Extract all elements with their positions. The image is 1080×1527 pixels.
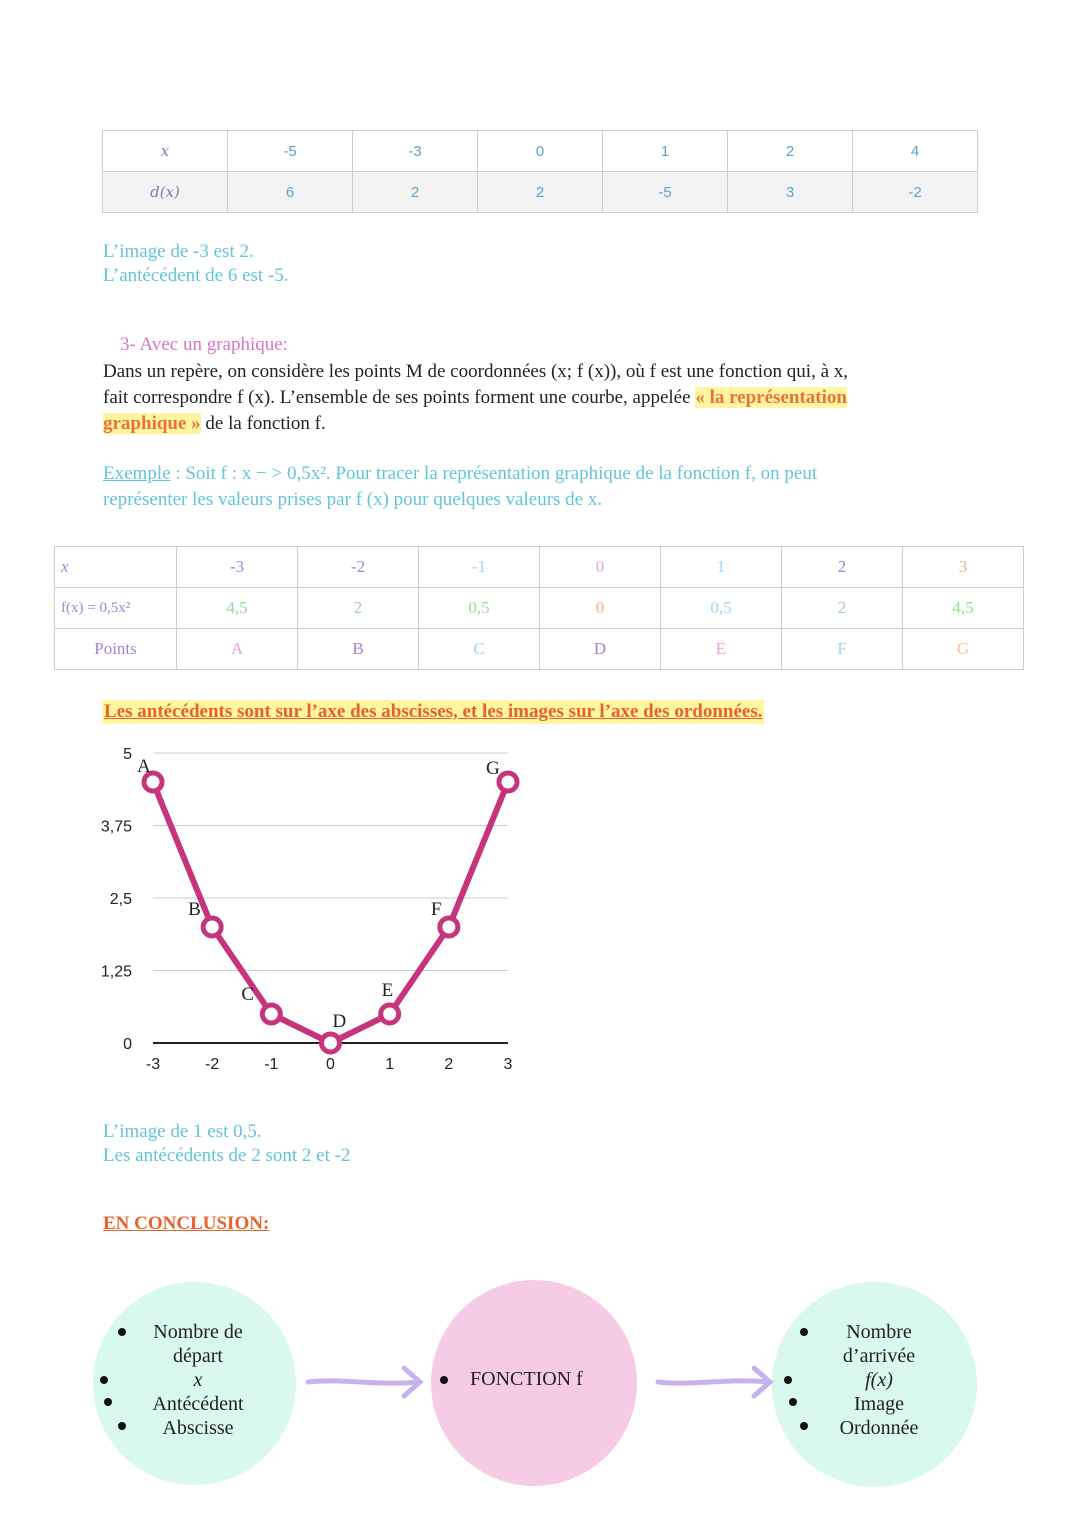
bullet-icon (440, 1376, 448, 1384)
bullet-icon (118, 1328, 126, 1336)
data-point (381, 1005, 399, 1023)
arrow-right-icon (300, 1358, 430, 1406)
note-line: Les antécédents de 2 sont 2 et -2 (103, 1145, 351, 1166)
table-cell: C (419, 629, 540, 670)
point-label: B (188, 899, 201, 920)
right-items (815, 1320, 943, 1440)
table-cell: F (782, 629, 903, 670)
item-start: Nombre de départ (153, 1321, 243, 1367)
point-label: D (332, 1011, 347, 1032)
table-header-dx: d(x) (103, 172, 228, 213)
table-cell: G (903, 629, 1024, 670)
note-line: L’antécédent de 6 est -5. (103, 265, 289, 286)
highlight-term: « la représentation (695, 387, 847, 408)
table-cell: -3 (353, 131, 478, 172)
table-cell: D (540, 629, 661, 670)
key-statement-banner: Les antécédents sont sur l’axe des abscisses, et les images sur l’axe des ordonnées. (104, 701, 763, 722)
table-header-x: x (55, 547, 177, 588)
data-point (203, 918, 221, 936)
table-cell: 1 (603, 131, 728, 172)
x-tick-label: 3 (503, 1056, 513, 1073)
point-label: G (486, 758, 500, 779)
table-cell: 0 (540, 588, 661, 629)
x-tick-label: 2 (444, 1056, 454, 1073)
table-cell: 4,5 (177, 588, 298, 629)
bullet-icon (104, 1398, 112, 1406)
table-cell: -5 (603, 172, 728, 213)
table-cell: 2 (353, 172, 478, 213)
item-x: x (193, 1369, 203, 1391)
table-cell: -3 (177, 547, 298, 588)
table-cell: 0 (478, 131, 603, 172)
note-graph (103, 1120, 350, 1168)
table-header-fx: f(x) = 0,5x² (55, 588, 177, 629)
note-line: L’image de -3 est 2. (103, 241, 254, 262)
table-cell: E (661, 629, 782, 670)
function-label: FONCTION f (470, 1368, 583, 1390)
point-label: F (430, 899, 442, 920)
table-cell: 4 (853, 131, 978, 172)
table-cell: -2 (298, 547, 419, 588)
table-cell: 3 (728, 172, 853, 213)
point-label: A (137, 756, 151, 777)
y-tick-label: 2,5 (109, 891, 132, 908)
table-cell: 2 (478, 172, 603, 213)
example-body: : Soit f : x − > 0,5x². Pour tracer la représentation graphique de la fonction f, on peut (170, 463, 818, 484)
point-label: C (241, 984, 255, 1005)
curve-line (153, 782, 508, 1043)
table-cell: -5 (228, 131, 353, 172)
table-cell: 0,5 (419, 588, 540, 629)
y-tick-label: 0 (123, 1036, 132, 1053)
table-cell: 2 (298, 588, 419, 629)
paragraph-line: Dans un repère, on considère les points M de coordonnées (x; f (x)), où f est une fonction qui, à x, (103, 361, 849, 382)
highlight-term: graphique » (103, 413, 201, 434)
y-tick-label: 3,75 (100, 818, 132, 836)
table-cell: 2 (782, 588, 903, 629)
bullet-icon (789, 1398, 797, 1406)
bullet-icon (784, 1376, 792, 1384)
section-heading: 3- Avec un graphique: (120, 334, 288, 355)
data-point (499, 773, 517, 791)
table-header-points: Points (55, 629, 177, 670)
paragraph-text: fait correspondre f (x). L’ensemble de ses points forment une courbe, appelée (103, 387, 696, 408)
table-cell: 1 (661, 547, 782, 588)
conclusion-title: EN CONCLUSION: (103, 1213, 270, 1234)
data-point (440, 918, 458, 936)
item-abscisse: Abscisse (162, 1417, 234, 1439)
x-tick-label: -1 (264, 1056, 279, 1073)
table-cell: 2 (782, 547, 903, 588)
bullet-icon (118, 1422, 126, 1430)
table-cell: 4,5 (903, 588, 1024, 629)
bullet-icon (800, 1422, 808, 1430)
table-header-x: x (103, 131, 228, 172)
arrow-right-icon (650, 1358, 780, 1406)
x-tick-label: 0 (326, 1056, 335, 1073)
bullet-icon (800, 1328, 808, 1336)
note-line: L’image de 1 est 0,5. (103, 1121, 262, 1142)
y-tick-label: 5 (123, 746, 132, 763)
x-tick-label: 1 (385, 1056, 395, 1073)
y-tick-label: 1,25 (100, 963, 132, 981)
x-tick-label: -2 (205, 1056, 220, 1073)
left-items (128, 1320, 268, 1440)
item-ordonnee: Ordonnée (839, 1417, 919, 1439)
point-label: E (381, 980, 394, 1001)
bullet-icon (100, 1376, 108, 1384)
table-cell: 6 (228, 172, 353, 213)
table-cell: 2 (728, 131, 853, 172)
table-cell: B (298, 629, 419, 670)
table-cell: -2 (853, 172, 978, 213)
table-cell: 3 (903, 547, 1024, 588)
item-antecedent: Antécédent (152, 1393, 244, 1415)
table-cell: -1 (419, 547, 540, 588)
x-tick-label: -3 (145, 1056, 161, 1073)
item-fx: f(x) (865, 1369, 893, 1391)
example-line: représenter les valeurs prises par f (x) pour quelques valeurs de x. (103, 489, 603, 510)
data-point (322, 1034, 340, 1052)
example-label: Exemple (103, 463, 171, 484)
table-cell: A (177, 629, 298, 670)
data-point (262, 1005, 280, 1023)
item-arrival: Nombre d’arrivée (842, 1321, 916, 1367)
item-image: Image (854, 1393, 904, 1415)
table-cell: 0,5 (661, 588, 782, 629)
table-cell: 0 (540, 547, 661, 588)
paragraph-text: de la fonction f. (200, 413, 326, 434)
